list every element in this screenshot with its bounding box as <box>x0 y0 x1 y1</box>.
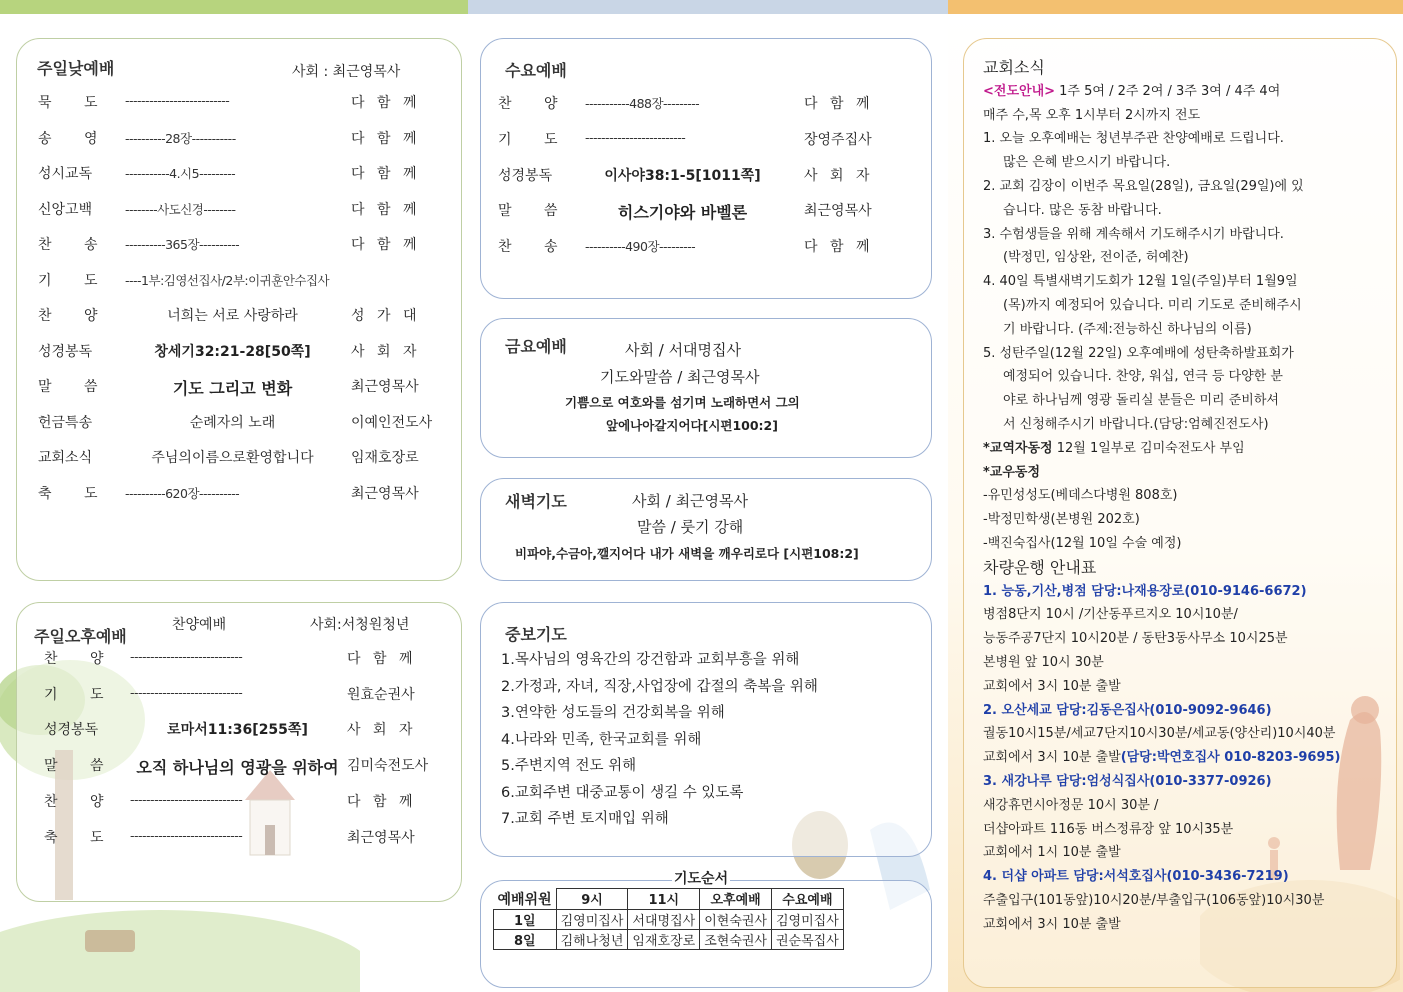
vehicle-routes <box>983 580 1355 937</box>
sunday-afternoon-subtitle: 찬양예배 <box>172 617 227 633</box>
service-row-content: 주님의이름으로환영합니다 <box>151 450 314 466</box>
service-row-person: 최근영목사 <box>351 379 419 395</box>
service-row-label: 교회소식 <box>38 450 93 466</box>
service-row-label: 성시교독 <box>38 166 93 182</box>
intercession-item: 7.교회 주변 토지매입 위해 <box>501 811 669 827</box>
intercession-item: 3.연약한 성도들의 건강회복을 위해 <box>501 705 725 721</box>
news-item-line: (박정민, 임상완, 전이준, 허예찬) <box>1003 250 1189 266</box>
route-departure-text: 교회에서 3시 10분 출발 <box>983 750 1121 766</box>
dawn-prayer-title: 새벽기도 <box>505 492 567 511</box>
members-news-label: *교우동정 <box>983 464 1041 480</box>
service-row-label: 찬 양 <box>38 308 98 324</box>
service-row <box>38 270 438 292</box>
service-row-label: 송 영 <box>38 130 98 147</box>
route-stop-line: 주출입구(101동앞)10시20분/부출입구(106동앞)10시30분 <box>983 892 1325 908</box>
friday-sermon: 기도와말씀 / 최근영목사 <box>600 368 760 386</box>
service-row <box>498 129 886 151</box>
route-contact-text: (담당:박연호집사 010-8203-9695) <box>1120 750 1341 766</box>
service-row-content: ----------490장--------- <box>585 239 696 255</box>
top-band-blue <box>468 0 948 14</box>
service-row-content: --------사도신경-------- <box>125 201 236 217</box>
service-row-content: 로마서11:36[255쪽] <box>167 722 308 739</box>
route-stop-line: 궐동10시15분/세교7단지10시30분/세교동(양산리)10시40분 <box>983 726 1336 742</box>
service-row-person: 다 함 께 <box>351 130 417 147</box>
evangelism-line <box>983 80 1355 104</box>
service-row-person: 다 함 께 <box>804 239 870 256</box>
members-news-list <box>983 484 1355 555</box>
intercession-item: 6.교회주변 대중교통이 생길 수 있도록 <box>501 784 744 801</box>
service-row <box>38 412 438 434</box>
service-row-person: 다 함 께 <box>351 237 417 253</box>
service-row-content: 창세기32:21-28[50쪽] <box>154 343 311 360</box>
service-row-content: ---------------------------- <box>130 684 243 700</box>
prayer-order-cell: 권순목집사 <box>772 929 844 949</box>
top-band-green <box>0 0 468 14</box>
service-row-label: 헌금특송 <box>38 414 93 431</box>
news-item-line: 기 바랍니다. (주제:전능하신 하나님의 이름) <box>1003 321 1252 337</box>
staff-news <box>983 437 1355 461</box>
prayer-order-header-cell: 예배위원 <box>497 891 552 908</box>
service-row-person: 임재호장로 <box>351 450 419 466</box>
prayer-order-cell: 1일 <box>494 909 557 929</box>
route-heading: 4. 더샵 아파트 담당:서석호집사(010-3436-7219) <box>983 869 1289 885</box>
service-row-person: 이예인전도사 <box>351 414 433 431</box>
news-items <box>983 127 1355 436</box>
route-stop-line: 새강휴먼시아정문 10시 30분 / <box>983 797 1159 813</box>
service-row-label: 성경봉독 <box>498 167 553 184</box>
route-stop-line: 교회에서 3시 10분 출발 <box>983 678 1121 694</box>
dawn-prayer-sermon: 말씀 / 룻기 강해 <box>637 518 744 536</box>
sunday-afternoon-host: 사회:서청원청년 <box>310 617 410 633</box>
prayer-order-title: 기도순서 <box>672 868 730 888</box>
member-news-item: -유민성성도(베데스다병원 808호) <box>983 488 1178 504</box>
wednesday-rows <box>498 93 886 273</box>
service-row-label: 축 도 <box>38 485 98 502</box>
service-row <box>44 791 434 813</box>
news-item-line: 예정되어 있습니다. 찬양, 워십, 연극 등 다양한 분 <box>1003 369 1283 385</box>
service-row <box>498 165 886 187</box>
route-stop-line: 병점8단지 10시 /기산동푸르지오 10시10분/ <box>983 607 1238 623</box>
service-row-content: ---------------------------- <box>130 791 243 807</box>
route-heading: 1. 능동,기산,병점 담당:나재용장로(010-9146-6672) <box>983 583 1307 599</box>
prayer-order-cell: 임재호장로 <box>628 929 700 949</box>
service-row-label: 말 씀 <box>44 758 104 775</box>
service-row-person: 다 함 께 <box>347 651 413 667</box>
service-row-person: 원효순권사 <box>347 686 415 703</box>
service-row-content: ----------620장---------- <box>125 485 240 501</box>
sunday-morning-rows <box>38 92 438 512</box>
route-stop-line: 교회에서 1시 10분 출발 <box>983 845 1121 861</box>
service-row-label: 기 도 <box>38 272 98 289</box>
sunday-afternoon-rows <box>44 648 434 858</box>
news-item-line: 4. 40일 특별새벽기도회가 12월 1일(주일)부터 1월9일 <box>983 274 1298 290</box>
evangelism-text: 1주 5여 / 2주 2여 / 3주 3여 / 4주 4여 <box>1055 83 1281 99</box>
intercession-item: 5.주변지역 전도 위해 <box>501 758 637 774</box>
intercession-item: 1.목사님의 영육간의 강건함과 교회부흥을 위해 <box>501 652 800 668</box>
service-row <box>44 648 434 670</box>
friday-verse-line2: 앞에나아갈지어다[시편100:2] <box>606 418 778 433</box>
prayer-order-row <box>494 909 844 929</box>
intercession-title: 중보기도 <box>505 625 567 644</box>
service-row-person: 다 함 께 <box>351 166 417 182</box>
service-row-label: 축 도 <box>44 829 104 846</box>
service-row-label: 찬 양 <box>44 793 104 810</box>
member-news-item: -박정민학생(본병원 202호) <box>983 512 1140 528</box>
vehicle-title: 차량운행 안내표 <box>983 557 1097 577</box>
service-row-content: -----------4.시5--------- <box>125 166 236 181</box>
intercession-list <box>501 647 921 833</box>
news-item-line: 야로 하나님께 영광 돌리실 분들은 미리 준비하셔 <box>1003 393 1279 409</box>
service-row-person: 다 함 께 <box>351 201 417 218</box>
service-row-label: 기 도 <box>498 131 558 148</box>
service-row-person: 다 함 께 <box>347 793 413 810</box>
service-row <box>38 341 438 363</box>
service-row-content: ---------------------------- <box>130 827 243 843</box>
route-heading: 3. 새강나루 담당:엄성식집사(010-3377-0926) <box>983 773 1272 789</box>
service-row <box>38 305 438 327</box>
service-row <box>38 483 438 505</box>
service-row-content: ------------------------- <box>585 129 686 145</box>
service-row <box>498 200 886 222</box>
news-item-line: 1. 오늘 오후예배는 청년부주관 찬양예배로 드립니다. <box>983 131 1284 147</box>
prayer-order-cell: 서대명집사 <box>628 909 700 929</box>
sunday-afternoon-title: 주일오후예배 <box>34 627 127 646</box>
sunday-morning-title: 주일낮예배 <box>37 59 115 78</box>
service-row-content: -----------488장--------- <box>585 96 700 111</box>
news-item-line: 많은 은혜 받으시기 바랍니다. <box>1003 155 1171 171</box>
friday-verse-line1: 기쁨으로 여호와를 섬기며 노래하면서 그의 <box>565 395 800 410</box>
route-departure-line <box>983 746 1355 770</box>
service-row <box>38 92 438 114</box>
prayer-order-header-cell: 수요예배 <box>772 889 844 910</box>
service-row <box>498 93 886 115</box>
service-row-content: 이사야38:1-5[1011쪽] <box>604 167 761 184</box>
news-title: 교회소식 <box>983 58 1045 77</box>
evangelism-time: 매주 수,목 오후 1시부터 2시까지 전도 <box>983 107 1201 123</box>
news-item-line: 3. 수험생들을 위해 계속해서 기도해주시기 바랍니다. <box>983 226 1284 242</box>
service-row-content: 오직 하나님의 영광을 위하여 <box>136 758 339 778</box>
service-row-label: 찬 송 <box>38 237 98 253</box>
route-stop-line: 능동주공7단지 10시20분 / 동탄3동사무소 10시25분 <box>983 631 1288 647</box>
service-row-label: 찬 양 <box>498 96 558 112</box>
service-row <box>38 447 438 469</box>
service-row <box>38 128 438 150</box>
service-row-content: ----------28장----------- <box>125 130 236 146</box>
route-stop-line: 더샵아파트 116동 버스정류장 앞 10시35분 <box>983 821 1234 837</box>
service-row-person: 사 회 자 <box>347 722 413 739</box>
route-stop-line: 교회에서 3시 10분 출발 <box>983 916 1121 932</box>
sunday-morning-host: 사회 : 최근영목사 <box>292 64 401 80</box>
service-row-label: 찬 양 <box>44 651 104 667</box>
service-row-person: 장영주집사 <box>804 131 872 148</box>
route-heading: 2. 오산세교 담당:김동은집사(010-9092-9646) <box>983 702 1272 718</box>
prayer-order-header <box>494 889 844 910</box>
prayer-order-cell: 조현숙권사 <box>700 929 772 949</box>
dawn-prayer-verse: 비파야,수금아,깰지어다 내가 새벽을 깨우리로다 [시편108:2] <box>515 546 859 561</box>
service-row-label: 성경봉독 <box>38 343 93 360</box>
service-row-content: ---------------------------- <box>130 649 243 664</box>
friday-host: 사회 / 서대명집사 <box>625 341 742 359</box>
evangelism-tag: <전도안내> <box>983 83 1056 99</box>
service-row <box>44 755 434 777</box>
service-row-person: 사 회 자 <box>804 167 870 184</box>
service-row <box>38 199 438 221</box>
prayer-order-cell: 8일 <box>494 929 557 949</box>
service-row-content: 기도 그리고 변화 <box>172 379 293 398</box>
service-row-label: 말 씀 <box>38 379 98 395</box>
staff-news-text: 12월 1일부로 김미숙전도사 부임 <box>1052 440 1245 456</box>
service-row-person: 다 함 께 <box>351 95 417 111</box>
news-item-line: 습니다. 많은 동참 바랍니다. <box>1003 202 1162 218</box>
prayer-order-row <box>494 929 844 949</box>
service-row-person: 최근영목사 <box>804 203 872 220</box>
service-row <box>38 234 438 256</box>
prayer-order-cell: 이현숙권사 <box>700 909 772 929</box>
service-row-label: 신앙고백 <box>38 201 93 218</box>
service-row-content: ----1부:김영선집사/2부:이귀훈안수집사 <box>125 272 330 288</box>
service-row-label: 찬 송 <box>498 239 558 256</box>
service-row-content: 순례자의 노래 <box>189 414 276 431</box>
service-row-label: 기 도 <box>44 686 104 703</box>
service-row-label: 성경봉독 <box>44 722 99 739</box>
service-row-person: 최근영목사 <box>347 829 415 846</box>
intercession-item: 4.나라와 민족, 한국교회를 위해 <box>501 731 702 748</box>
prayer-order-header-cell: 9시 <box>556 889 628 910</box>
service-row <box>44 719 434 741</box>
service-row-content: 너희는 서로 사랑하라 <box>167 308 298 324</box>
top-band-orange <box>948 0 1403 14</box>
service-row <box>44 827 434 849</box>
prayer-order-cell: 김해나청년 <box>556 929 628 949</box>
service-row-content: 히스기야와 바벨론 <box>617 203 748 223</box>
prayer-order-cell: 김영미집사 <box>772 909 844 929</box>
member-news-item: -백진숙집사(12월 10일 수술 예정) <box>983 535 1182 551</box>
wednesday-title: 수요예배 <box>505 61 567 80</box>
prayer-order-table <box>493 888 844 950</box>
service-row-content: ----------365장---------- <box>125 237 240 252</box>
prayer-order-header-cell: 11시 <box>628 889 700 910</box>
service-row-person: 성 가 대 <box>351 308 417 324</box>
news-item-line: 서 신청해주시기 바랍니다.(담당:엄혜진전도사) <box>1003 416 1269 432</box>
prayer-order-cell: 김영미집사 <box>556 909 628 929</box>
prayer-order-header-cell: 오후예배 <box>700 889 772 910</box>
service-row <box>44 684 434 706</box>
service-row-label: 말 씀 <box>498 203 558 220</box>
dawn-prayer-host: 사회 / 최근영목사 <box>632 492 749 510</box>
news-content <box>983 56 1355 936</box>
service-row-content: -------------------------- <box>125 93 230 108</box>
news-item-line: (목)까지 예정되어 있습니다. 미리 기도로 준비해주시 <box>1003 297 1302 313</box>
friday-title: 금요예배 <box>505 337 567 356</box>
service-row-person: 사 회 자 <box>351 343 417 360</box>
service-row <box>38 163 438 185</box>
news-item-line: 2. 교회 김장이 이번주 목요일(28일), 금요일(29일)에 있 <box>983 178 1304 194</box>
route-stop-line: 본병원 앞 10시 30분 <box>983 654 1104 670</box>
news-item-line: 5. 성탄주일(12월 22일) 오후예배에 성탄축하발표회가 <box>983 345 1294 361</box>
service-row <box>498 236 886 258</box>
service-row-person: 최근영목사 <box>351 485 419 502</box>
service-row <box>38 376 438 398</box>
intercession-item: 2.가정과, 자녀, 직장,사업장에 갑절의 축복을 위해 <box>501 678 818 695</box>
service-row-person: 김미숙전도사 <box>347 758 429 775</box>
service-row-label: 묵 도 <box>38 95 98 111</box>
service-row-person: 다 함 께 <box>804 96 870 112</box>
staff-news-label: *교역자동정 <box>983 440 1053 456</box>
